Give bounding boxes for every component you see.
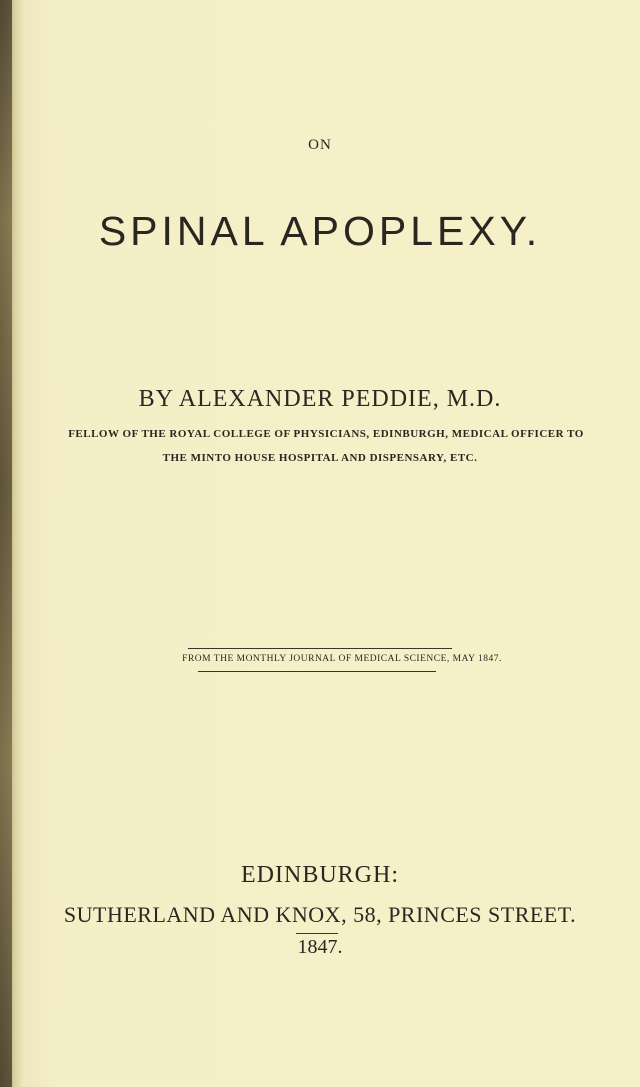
divider-short	[296, 933, 338, 934]
imprint-city: EDINBURGH:	[241, 862, 399, 888]
source-note: FROM THE MONTHLY JOURNAL OF MEDICAL SCIENCE, MAY 1847.	[182, 654, 502, 664]
divider-bottom	[198, 671, 436, 672]
page-title: SPINAL APOPLEXY.	[98, 208, 542, 254]
author-byline: BY ALEXANDER PEDDIE, M.D.	[138, 386, 502, 412]
title-preposition: ON	[308, 137, 332, 153]
imprint-publisher: SUTHERLAND AND KNOX, 58, PRINCES STREET.	[63, 902, 577, 927]
imprint-year: 1847.	[297, 936, 343, 958]
author-credentials-line-1: FELLOW OF THE ROYAL COLLEGE OF PHYSICIANS, EDINBURGH, MEDICAL OFFICER TO	[68, 428, 584, 440]
divider-top	[188, 648, 452, 649]
author-credentials-line-2: THE MINTO HOUSE HOSPITAL AND DISPENSARY, ETC.	[162, 452, 478, 464]
